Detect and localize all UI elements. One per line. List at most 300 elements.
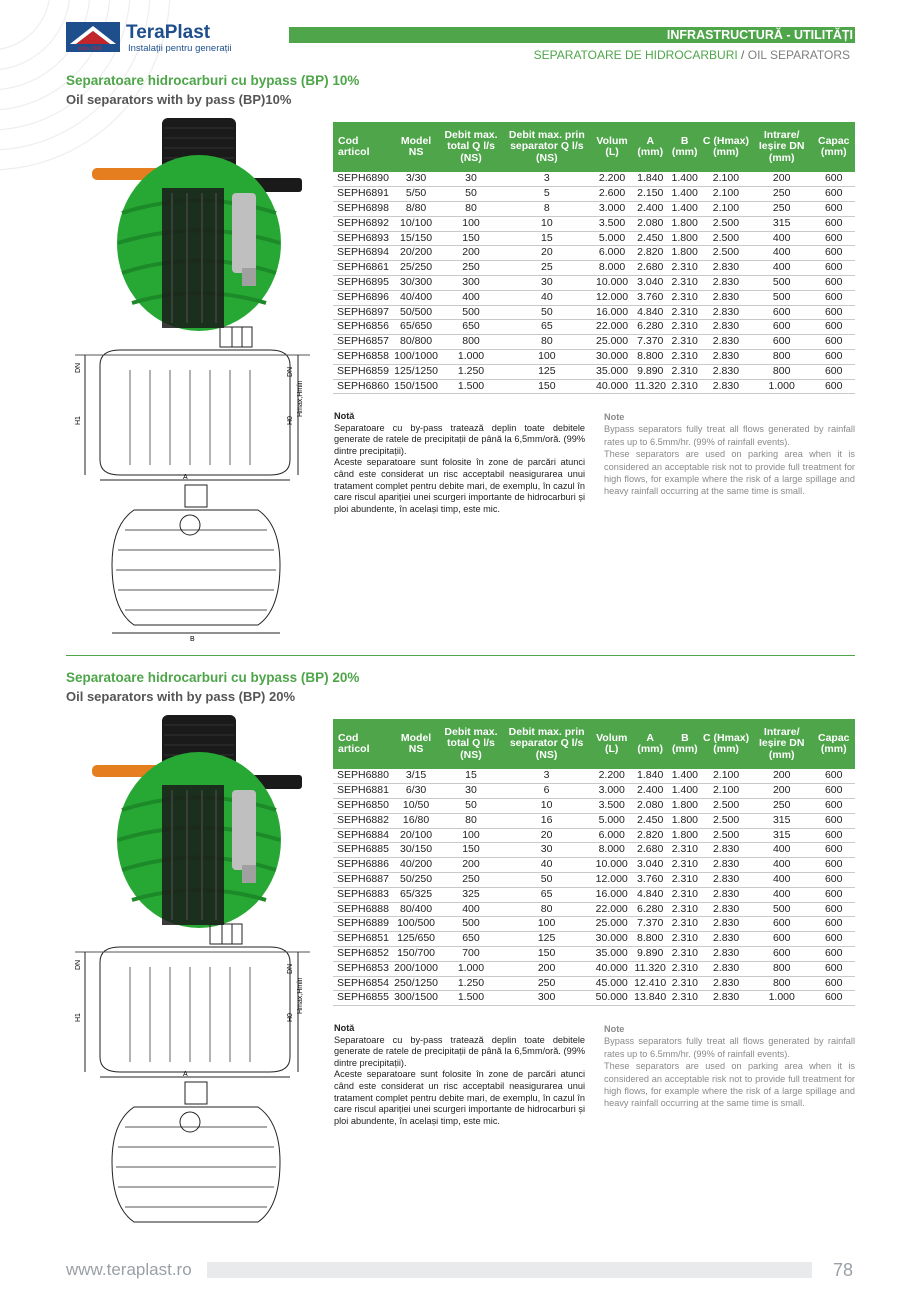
table-cell: 600: [812, 976, 855, 991]
table-cell: 16.000: [592, 887, 632, 902]
table-cell: 150: [440, 231, 502, 246]
article-code-cell: SEPH6880: [333, 769, 392, 784]
article-code-cell: SEPH6898: [333, 202, 392, 217]
table-cell: 2.100: [701, 172, 751, 187]
table-body: [333, 172, 855, 394]
column-header: Volum (L): [592, 122, 632, 172]
table-cell: 2.830: [701, 873, 751, 888]
table-cell: 200: [440, 858, 501, 873]
table-cell: 315: [751, 813, 813, 828]
table-cell: 3.760: [632, 873, 669, 888]
table-cell: 1.400: [668, 187, 701, 202]
table-cell: 2.310: [669, 932, 702, 947]
note-paragraph: Bypass separators fully treat all flows generated by rainfall rates up to 6.5mm/hr. (99% of rainfall events).: [604, 424, 855, 447]
table-row: [333, 231, 855, 246]
table-cell: 400: [440, 902, 501, 917]
article-code-cell: SEPH6894: [333, 246, 392, 261]
table-cell: 16/80: [392, 813, 440, 828]
table-cell: 50: [502, 873, 592, 888]
note-en-section-1: [604, 411, 855, 498]
table-cell: 20/100: [392, 828, 440, 843]
note-ro-section-1: [334, 411, 585, 515]
table-cell: 2.310: [669, 976, 702, 991]
article-code-cell: SEPH6884: [333, 828, 392, 843]
column-header: B (mm): [668, 122, 701, 172]
note-paragraph: Aceste separatoare sunt folosite în zone de parcări atunci când este considerat un risc acceptabil neasigurarea unui tratament complet pentru debite mari, de exemplu, în cazul în care riscul apariției unei scurgeri importante de hidrocarburi și ploi abundente, în același timp, este mic.: [334, 457, 585, 514]
table-cell: 2.100: [701, 187, 751, 202]
table-cell: 600: [812, 843, 855, 858]
table-cell: 400: [751, 261, 813, 276]
table-cell: 600: [812, 784, 855, 799]
article-code-cell: SEPH6890: [333, 172, 392, 187]
table-cell: 400: [440, 290, 502, 305]
table-cell: 600: [751, 932, 813, 947]
category-title: INFRASTRUCTURĂ - UTILITĂȚI: [666, 28, 853, 42]
table-cell: 10.000: [592, 858, 632, 873]
article-code-cell: SEPH6851: [333, 932, 392, 947]
table-cell: 600: [812, 172, 855, 187]
table-cell: 3: [502, 172, 592, 187]
article-code-cell: SEPH6885: [333, 843, 392, 858]
brand-tagline: Instalații pentru generații: [128, 43, 232, 54]
table-row: [333, 276, 855, 291]
table-cell: 600: [812, 902, 855, 917]
column-header: A (mm): [632, 122, 668, 172]
table-body: [333, 769, 855, 1006]
article-code-cell: SEPH6856: [333, 320, 392, 335]
table-header: [333, 719, 855, 769]
table-cell: 2.830: [701, 932, 751, 947]
table-cell: 2.150: [632, 187, 668, 202]
table-cell: 2.830: [701, 976, 751, 991]
table-cell: 7.370: [632, 335, 668, 350]
column-header: Model NS: [392, 719, 440, 769]
table-cell: 125/1250: [392, 364, 440, 379]
table-cell: 15: [502, 231, 592, 246]
table-cell: 2.310: [668, 290, 701, 305]
note-title: Note: [604, 412, 625, 422]
article-code-cell: SEPH6854: [333, 976, 392, 991]
article-code-cell: SEPH6882: [333, 813, 392, 828]
table-row: [333, 947, 855, 962]
note-title: Notă: [334, 1023, 355, 1033]
table-cell: 200: [751, 769, 813, 784]
table-cell: 50: [502, 305, 592, 320]
table-cell: 3.760: [632, 290, 668, 305]
article-code-cell: SEPH6896: [333, 290, 392, 305]
table-cell: 600: [751, 947, 813, 962]
table-cell: 2.080: [632, 216, 668, 231]
table-cell: 11.320: [632, 961, 669, 976]
table-row: [333, 784, 855, 799]
oil-separator-product-image: [92, 118, 307, 338]
table-cell: 30/300: [392, 276, 440, 291]
table-cell: 200: [751, 172, 813, 187]
table-cell: 1.840: [632, 172, 668, 187]
column-header: B (mm): [669, 719, 702, 769]
note-title: Note: [604, 1024, 625, 1034]
dim-h1: H1: [75, 1013, 82, 1022]
table-cell: 2.830: [701, 843, 751, 858]
table-row: [333, 932, 855, 947]
technical-drawing: [70, 922, 310, 1242]
table-cell: 8.000: [592, 261, 632, 276]
table-cell: 600: [812, 202, 855, 217]
table-cell: 12.000: [592, 290, 632, 305]
column-header: Model NS: [392, 122, 440, 172]
table-cell: 600: [812, 290, 855, 305]
table-cell: 2.310: [668, 305, 701, 320]
table-cell: 600: [812, 873, 855, 888]
table-cell: 10: [502, 799, 592, 814]
article-code-cell: SEPH6860: [333, 379, 392, 394]
section-2-title-en: Oil separators with by pass (BP) 20%: [66, 689, 296, 704]
column-header: Debit max. prin separator Q l/s (NS): [502, 122, 592, 172]
table-cell: 2.500: [701, 216, 751, 231]
table-cell: 2.830: [701, 276, 751, 291]
spec-table-bp20: [333, 719, 855, 1006]
table-cell: 600: [812, 335, 855, 350]
table-cell: 2.500: [701, 828, 751, 843]
table-cell: 250: [440, 873, 501, 888]
article-code-cell: SEPH6853: [333, 961, 392, 976]
article-code-cell: SEPH6852: [333, 947, 392, 962]
table-cell: 3.000: [592, 784, 632, 799]
table-cell: 1.000: [440, 961, 501, 976]
dim-b: B: [190, 636, 195, 643]
table-cell: 100/500: [392, 917, 440, 932]
table-cell: 2.830: [701, 917, 751, 932]
note-title: Notă: [334, 411, 355, 421]
table-cell: 600: [812, 769, 855, 784]
dim-a: A: [183, 474, 188, 481]
table-cell: 600: [812, 216, 855, 231]
table-cell: 600: [812, 932, 855, 947]
table-cell: 250: [751, 202, 813, 217]
table-cell: 8/80: [392, 202, 440, 217]
table-cell: 300/1500: [392, 991, 440, 1006]
article-code-cell: SEPH6881: [333, 784, 392, 799]
table-cell: 2.830: [701, 290, 751, 305]
article-code-cell: SEPH6855: [333, 991, 392, 1006]
column-header: Intrare/ Ieșire DN (mm): [751, 122, 813, 172]
table-cell: 400: [751, 873, 813, 888]
teraplast-logo[interactable]: [66, 22, 246, 56]
table-cell: 1.800: [669, 799, 702, 814]
table-cell: 800: [751, 350, 813, 365]
column-header: Intrare/ Ieșire DN (mm): [751, 719, 813, 769]
table-cell: 1.840: [632, 769, 669, 784]
table-cell: 250: [440, 261, 502, 276]
table-cell: 2.310: [668, 335, 701, 350]
table-cell: 2.830: [701, 350, 751, 365]
table-cell: 2.820: [632, 246, 668, 261]
table-row: [333, 887, 855, 902]
note-paragraph: Separatoare cu by-pass tratează deplin toate debitele generate de ratele de precipitații de până la 6,5mm/oră. (99% dintre precipitații).: [334, 1034, 585, 1068]
table-row: [333, 799, 855, 814]
table-cell: 5.000: [592, 231, 632, 246]
table-cell: 650: [440, 320, 502, 335]
table-cell: 50.000: [592, 991, 632, 1006]
column-header: Capac (mm): [812, 122, 855, 172]
dim-dn-left: DN: [75, 362, 82, 373]
table-cell: 13.840: [632, 991, 669, 1006]
table-cell: 800: [751, 976, 813, 991]
dim-dn-left: DN: [75, 959, 82, 970]
table-cell: 3: [502, 769, 592, 784]
table-cell: 80: [502, 335, 592, 350]
table-cell: 6: [502, 784, 592, 799]
article-code-cell: SEPH6857: [333, 335, 392, 350]
table-cell: 35.000: [592, 947, 632, 962]
table-row: [333, 290, 855, 305]
table-cell: 600: [812, 246, 855, 261]
table-cell: 6.000: [592, 828, 632, 843]
table-cell: 2.830: [701, 261, 751, 276]
table-cell: 2.310: [668, 364, 701, 379]
article-code-cell: SEPH6859: [333, 364, 392, 379]
note-paragraph: These separators are used on parking area when it is considered an acceptable risk not to provide full treatment for high flows, for example where the risk of a large spillage and heavy rainfall occurring at the same time is small.: [604, 449, 855, 497]
table-cell: 5/50: [392, 187, 440, 202]
table-cell: 50: [440, 187, 502, 202]
article-code-cell: SEPH6861: [333, 261, 392, 276]
column-header: Cod articol: [333, 719, 392, 769]
logo-since: since 1896: [78, 46, 103, 52]
table-cell: 4.840: [632, 887, 669, 902]
table-cell: 3.500: [592, 799, 632, 814]
subcategory-en: OIL SEPARATORS: [747, 48, 850, 62]
table-cell: 9.890: [632, 364, 668, 379]
table-cell: 150/1500: [392, 379, 440, 394]
table-row: [333, 961, 855, 976]
table-cell: 1.800: [669, 813, 702, 828]
table-row: [333, 187, 855, 202]
table-row: [333, 769, 855, 784]
table-cell: 5.000: [592, 813, 632, 828]
table-cell: 150: [440, 843, 501, 858]
table-cell: 30: [502, 843, 592, 858]
table-cell: 50/250: [392, 873, 440, 888]
table-cell: 2.820: [632, 828, 669, 843]
table-cell: 65: [502, 320, 592, 335]
table-cell: 2.600: [592, 187, 632, 202]
table-cell: 2.310: [669, 843, 702, 858]
table-cell: 15/150: [392, 231, 440, 246]
column-header: Debit max. total Q l/s (NS): [440, 122, 502, 172]
table-cell: 6.280: [632, 902, 669, 917]
table-cell: 2.500: [701, 231, 751, 246]
table-row: [333, 858, 855, 873]
footer-website-link[interactable]: www.teraplast.ro: [66, 1260, 192, 1279]
article-code-cell: SEPH6895: [333, 276, 392, 291]
table-cell: 600: [751, 917, 813, 932]
table-cell: 2.310: [668, 350, 701, 365]
table-cell: 600: [812, 961, 855, 976]
table-row: [333, 320, 855, 335]
article-code-cell: SEPH6883: [333, 887, 392, 902]
dim-a: A: [183, 1071, 188, 1078]
table-cell: 100/1000: [392, 350, 440, 365]
section-1-title-en: Oil separators with by pass (BP)10%: [66, 92, 292, 107]
table-cell: 2.500: [701, 799, 751, 814]
table-cell: 600: [812, 261, 855, 276]
table-cell: 200/1000: [392, 961, 440, 976]
table-cell: 16: [502, 813, 592, 828]
section-divider: [66, 655, 855, 656]
table-cell: 22.000: [592, 320, 632, 335]
table-cell: 3.500: [592, 216, 632, 231]
table-cell: 300: [502, 991, 592, 1006]
table-row: [333, 305, 855, 320]
table-cell: 1.800: [668, 231, 701, 246]
table-cell: 3.040: [632, 858, 669, 873]
note-en-section-2: [604, 1023, 855, 1110]
table-cell: 600: [812, 276, 855, 291]
table-cell: 2.100: [701, 202, 751, 217]
table-row: [333, 364, 855, 379]
table-row: [333, 828, 855, 843]
table-cell: 9.890: [632, 947, 669, 962]
table-cell: 200: [440, 246, 502, 261]
table-cell: 1.000: [751, 379, 813, 394]
dim-dn-right: DN: [287, 963, 294, 974]
table-cell: 4.840: [632, 305, 668, 320]
table-cell: 2.830: [701, 335, 751, 350]
table-cell: 12.410: [632, 976, 669, 991]
table-cell: 10/100: [392, 216, 440, 231]
table-cell: 600: [812, 305, 855, 320]
table-cell: 2.500: [701, 813, 751, 828]
table-cell: 600: [812, 858, 855, 873]
table-cell: 1.000: [751, 991, 813, 1006]
table-row: [333, 902, 855, 917]
table-cell: 1.400: [668, 202, 701, 217]
table-cell: 20: [502, 246, 592, 261]
dim-h0: H0: [287, 1013, 294, 1022]
table-row: [333, 976, 855, 991]
table-row: [333, 350, 855, 365]
table-cell: 40: [502, 858, 592, 873]
table-row: [333, 335, 855, 350]
dim-h1: H1: [75, 416, 82, 425]
table-cell: 500: [440, 917, 501, 932]
article-code-cell: SEPH6897: [333, 305, 392, 320]
table-cell: 65: [502, 887, 592, 902]
table-cell: 8.800: [632, 932, 669, 947]
table-cell: 400: [751, 858, 813, 873]
table-cell: 2.400: [632, 202, 668, 217]
table-cell: 35.000: [592, 364, 632, 379]
table-cell: 2.080: [632, 799, 669, 814]
table-cell: 250: [751, 187, 813, 202]
table-cell: 80: [440, 202, 502, 217]
table-cell: 500: [751, 290, 813, 305]
table-cell: 5: [502, 187, 592, 202]
table-cell: 65/325: [392, 887, 440, 902]
table-cell: 15: [440, 769, 501, 784]
table-cell: 40.000: [592, 379, 632, 394]
oil-separator-product-image: [92, 715, 307, 935]
table-cell: 600: [751, 320, 813, 335]
spec-table-bp10: [333, 122, 855, 394]
section-2-title-ro: Separatoare hidrocarburi cu bypass (BP) 20%: [66, 670, 360, 685]
table-cell: 400: [751, 887, 813, 902]
table-cell: 1.800: [668, 216, 701, 231]
table-cell: 25: [502, 261, 592, 276]
article-code-cell: SEPH6893: [333, 231, 392, 246]
table-row: [333, 261, 855, 276]
header-row: [333, 719, 855, 769]
table-cell: 80: [440, 813, 501, 828]
table-row: [333, 843, 855, 858]
note-paragraph: Aceste separatoare sunt folosite în zone de parcări atunci când este considerat un risc acceptabil neasigurarea unui tratament complet pentru debite mari, de exemplu, în cazul în care riscul apariției unei scurgeri importante de hidrocarburi și ploi abundente, în același timp, este mic.: [334, 1069, 585, 1126]
table-cell: 325: [440, 887, 501, 902]
table-cell: 3/15: [392, 769, 440, 784]
table-cell: 700: [440, 947, 501, 962]
table-cell: 125: [502, 932, 592, 947]
table-cell: 1.250: [440, 364, 502, 379]
table-cell: 1.500: [440, 379, 502, 394]
table-cell: 2.310: [668, 276, 701, 291]
article-code-cell: SEPH6850: [333, 799, 392, 814]
table-cell: 2.830: [701, 991, 751, 1006]
table-cell: 2.830: [701, 320, 751, 335]
table-cell: 2.310: [669, 887, 702, 902]
dim-hmax: Hmax,Hmin: [297, 977, 304, 1014]
table-cell: 6.280: [632, 320, 668, 335]
table-cell: 2.830: [701, 305, 751, 320]
column-header: Debit max. total Q l/s (NS): [440, 719, 501, 769]
column-header: Capac (mm): [812, 719, 855, 769]
table-cell: 600: [812, 350, 855, 365]
table-cell: 11.320: [632, 379, 668, 394]
article-code-cell: SEPH6858: [333, 350, 392, 365]
table-cell: 3.040: [632, 276, 668, 291]
table-cell: 25/250: [392, 261, 440, 276]
dim-dn-right: DN: [287, 366, 294, 377]
table-cell: 8.800: [632, 350, 668, 365]
article-code-cell: SEPH6887: [333, 873, 392, 888]
table-cell: 45.000: [592, 976, 632, 991]
technical-drawing: [70, 325, 310, 645]
table-cell: 2.310: [668, 379, 701, 394]
table-cell: 2.310: [669, 947, 702, 962]
section-1-title-ro: Separatoare hidrocarburi cu bypass (BP) 10%: [66, 73, 360, 88]
table-cell: 1.400: [669, 784, 702, 799]
table-cell: 80/400: [392, 902, 440, 917]
table-cell: 3.000: [592, 202, 632, 217]
table-cell: 500: [751, 902, 813, 917]
table-cell: 125: [502, 364, 592, 379]
table-cell: 100: [440, 828, 501, 843]
table-cell: 30.000: [592, 350, 632, 365]
table-cell: 125/650: [392, 932, 440, 947]
table-cell: 6/30: [392, 784, 440, 799]
table-cell: 600: [812, 917, 855, 932]
table-cell: 20/200: [392, 246, 440, 261]
table-cell: 30/150: [392, 843, 440, 858]
table-cell: 2.310: [669, 961, 702, 976]
table-cell: 600: [812, 320, 855, 335]
table-cell: 100: [440, 216, 502, 231]
table-cell: 650: [440, 932, 501, 947]
table-cell: 800: [751, 364, 813, 379]
table-cell: 600: [812, 813, 855, 828]
table-cell: 3/30: [392, 172, 440, 187]
table-row: [333, 216, 855, 231]
table-cell: 2.830: [701, 379, 751, 394]
table-row: [333, 202, 855, 217]
